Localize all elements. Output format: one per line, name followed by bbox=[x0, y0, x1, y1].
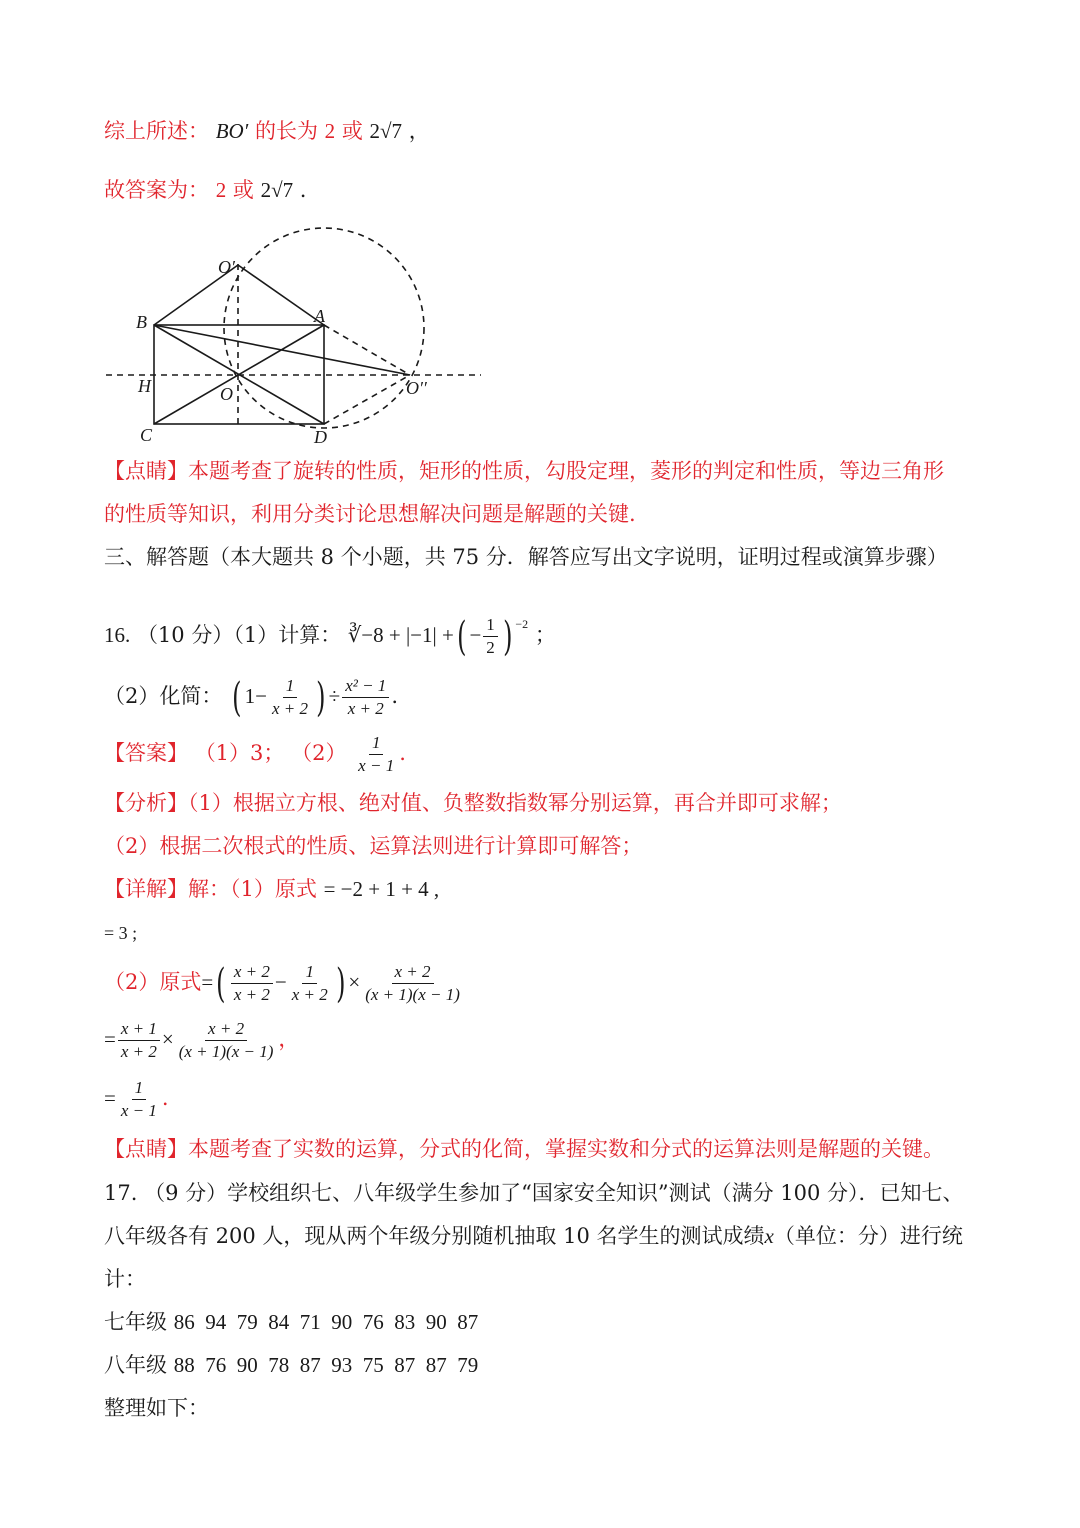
geometry-figure bbox=[96, 224, 496, 454]
label-a: A bbox=[314, 306, 325, 326]
grade8-row bbox=[104, 1350, 478, 1380]
q17-text-2b: （单位：分）进行统 bbox=[773, 1224, 963, 1248]
label-b: B bbox=[136, 312, 147, 332]
q16-frac-den: 2 bbox=[486, 638, 495, 657]
dianjing-2-tag: 【点睛】 bbox=[104, 1137, 188, 1161]
q17-text-2a: 八年级各有 200 人，现从两个年级分别随机抽取 10 名学生的测试成绩 bbox=[104, 1224, 765, 1248]
detail-expr-1: = −2 + 1 + 4 , bbox=[323, 877, 440, 901]
detail-tag: 【详解】 bbox=[104, 877, 188, 901]
dianjing-2 bbox=[104, 1134, 944, 1164]
dianjing-1-line-2 bbox=[104, 499, 636, 529]
step2-f1-den: x + 2 bbox=[120, 1042, 157, 1061]
summary-end: ， bbox=[408, 119, 430, 143]
summary-answer-2: 2√7 bbox=[369, 119, 403, 143]
grade7-label: 七年级 bbox=[104, 1310, 167, 1334]
answer-part-2: （2） bbox=[291, 741, 347, 765]
q16-detail-step-3: = $\frac{1}{x - 1}$ . bbox=[104, 1078, 169, 1120]
answer-or: 或 bbox=[232, 178, 254, 202]
q17-line-3 bbox=[104, 1264, 146, 1294]
summary-line bbox=[104, 116, 430, 146]
q17-line-2 bbox=[104, 1221, 963, 1251]
label-o: O bbox=[220, 384, 233, 404]
q16-exponent: −2 bbox=[515, 617, 529, 631]
q16-p2-f1-num: 1 bbox=[283, 675, 298, 698]
answer-end: . bbox=[399, 741, 406, 765]
var-bo-prime: BO′ bbox=[215, 119, 249, 143]
q16-p1-label: （1）计算： bbox=[233, 623, 342, 647]
detail-expr-2: = 3 ; bbox=[104, 923, 138, 943]
answer-part-1: （1）3； bbox=[194, 741, 285, 765]
step1-f1-den: x + 2 bbox=[233, 985, 270, 1004]
segment-a-odouble bbox=[324, 325, 410, 375]
step3-num: 1 bbox=[132, 1077, 147, 1100]
q17-text-1: 17. （9 分）学校组织七、八年级学生参加了“国家安全知识”测试（满分 100 分）．已知七、 bbox=[104, 1181, 964, 1205]
label-o-double-prime: O′′ bbox=[406, 378, 427, 398]
q16-p1-expr: ∛−8 + |−1| + bbox=[347, 623, 454, 647]
step2-end: ， bbox=[278, 1027, 300, 1051]
organize-text: 整理如下： bbox=[104, 1396, 209, 1420]
label-d: D bbox=[314, 427, 327, 447]
q16-analysis-1 bbox=[104, 788, 842, 818]
q16-number: 16. bbox=[104, 623, 131, 647]
answer-frac-den: x − 1 bbox=[358, 756, 395, 775]
detail-lead: 解：（1）原式 bbox=[188, 877, 317, 901]
q16-p1-end: ； bbox=[534, 623, 556, 647]
q17-text-3: 计： bbox=[104, 1267, 146, 1291]
q16-p2-div: ÷ bbox=[328, 684, 341, 708]
q16-analysis-2 bbox=[104, 831, 642, 861]
answer-tag: 【答案】 bbox=[104, 741, 188, 765]
segment-oprime-a bbox=[238, 265, 324, 325]
q16-score: （10 分） bbox=[136, 623, 234, 647]
dianjing-1-text-2: 的性质等知识，利用分类讨论思想解决问题是解题的关键. bbox=[104, 502, 636, 526]
step1-f3-num: x + 2 bbox=[392, 961, 434, 984]
segment-b-odouble bbox=[154, 325, 410, 375]
analysis-tag: 【分析】 bbox=[104, 791, 188, 815]
q16-p2-f2-den: x + 2 bbox=[347, 699, 384, 718]
label-o-prime: O′ bbox=[218, 257, 235, 277]
step1-f2-den: x + 2 bbox=[291, 985, 328, 1004]
label-c: C bbox=[140, 425, 153, 445]
step1-f1-num: x + 2 bbox=[231, 961, 273, 984]
analysis-text-2: （2）根据二次根式的性质、运算法则进行计算即可解答； bbox=[104, 834, 643, 858]
analysis-text-1: （1）根据立方根、绝对值、负整数指数幂分别运算，再合并即可求解； bbox=[188, 791, 842, 815]
answer-lead: 故答案为： bbox=[104, 178, 209, 202]
q16-p2-one: 1− bbox=[244, 684, 268, 708]
detail-p2-lead: （2）原式 bbox=[104, 970, 202, 994]
step2-f2-den: (x + 1)(x − 1) bbox=[178, 1042, 274, 1061]
summary-lead: 综上所述： bbox=[104, 119, 209, 143]
step2-f2-num: x + 2 bbox=[205, 1018, 247, 1041]
label-h: H bbox=[138, 376, 151, 396]
q17-line-1 bbox=[104, 1178, 964, 1208]
q16-p2-end: . bbox=[391, 684, 398, 708]
q16-detail-line-1 bbox=[104, 874, 439, 904]
step2-f1-num: x + 1 bbox=[118, 1018, 160, 1041]
dianjing-1-line-1 bbox=[104, 456, 944, 486]
dianjing-1-text: 本题考查了旋转的性质，矩形的性质，勾股定理，菱形的判定和性质，等边三角形 bbox=[188, 459, 944, 483]
grade7-row bbox=[104, 1307, 478, 1337]
answer-end: . bbox=[299, 178, 307, 202]
dianjing-tag: 【点睛】 bbox=[104, 459, 188, 483]
step1-f2-num: 1 bbox=[302, 961, 317, 984]
q16-part-2: （2）化简： ( 1− $\frac{1}{x + 2}$ ) ÷ $\frac{\text{x² − 1}}{x + 2}$ . bbox=[104, 674, 398, 721]
q16-answer bbox=[104, 729, 406, 777]
grade7-scores: 86 94 79 84 71 90 76 83 90 87 bbox=[173, 1310, 479, 1334]
step3-end: . bbox=[161, 1086, 169, 1110]
q16-detail-step-1: （2）原式=( $\frac{x + 2}{x + 2}$ − $\frac{1}{x + 2}$ ) × $\frac{x + 2}{(x + 1)(x - 1)}$ bbox=[104, 956, 465, 1008]
answer-2: 2√7 bbox=[260, 178, 294, 202]
q16-detail-step-2: = $\frac{x + 1}{x + 2}$ × $\frac{x + 2}{(x + 1)(x - 1)}$ ， bbox=[104, 1019, 300, 1061]
q16-part-1: 16. （10 分）（1）计算： ∛−8 + |−1| +( − $\frac{1}{2}$ ) $^{-2}$ ； bbox=[104, 613, 556, 660]
grade8-scores: 88 76 90 78 87 93 75 87 87 79 bbox=[173, 1353, 479, 1377]
step1-f3-den: (x + 1)(x − 1) bbox=[365, 985, 460, 1004]
q16-p2-label: （2）化简： bbox=[104, 684, 223, 708]
q16-detail-line-2 bbox=[104, 918, 137, 948]
section-3-heading bbox=[104, 542, 948, 572]
grade8-label: 八年级 bbox=[104, 1353, 167, 1377]
organize-line bbox=[104, 1393, 209, 1423]
q17-var-x: x bbox=[764, 1224, 774, 1248]
summary-mid: 的长为 bbox=[254, 119, 318, 143]
step3-den: x − 1 bbox=[120, 1101, 157, 1120]
answer-line bbox=[104, 175, 306, 205]
q16-frac-num: 1 bbox=[483, 614, 498, 637]
q16-p2-f2-num: x² − 1 bbox=[342, 675, 389, 698]
answer-frac-num: 1 bbox=[369, 732, 384, 755]
q16-p2-f1-den: x + 2 bbox=[272, 699, 309, 718]
section-3-text: 三、解答题（本大题共 8 个小题，共 75 分．解答应写出文字说明，证明过程或演算步骤） bbox=[104, 545, 948, 569]
segment-d-odouble bbox=[324, 375, 410, 424]
answer-1: 2 bbox=[215, 178, 227, 202]
dianjing-2-text: 本题考查了实数的运算，分式的化简，掌握实数和分式的运算法则是解题的关键。 bbox=[188, 1137, 944, 1161]
summary-or: 或 bbox=[341, 119, 363, 143]
summary-answer-1: 2 bbox=[324, 119, 336, 143]
